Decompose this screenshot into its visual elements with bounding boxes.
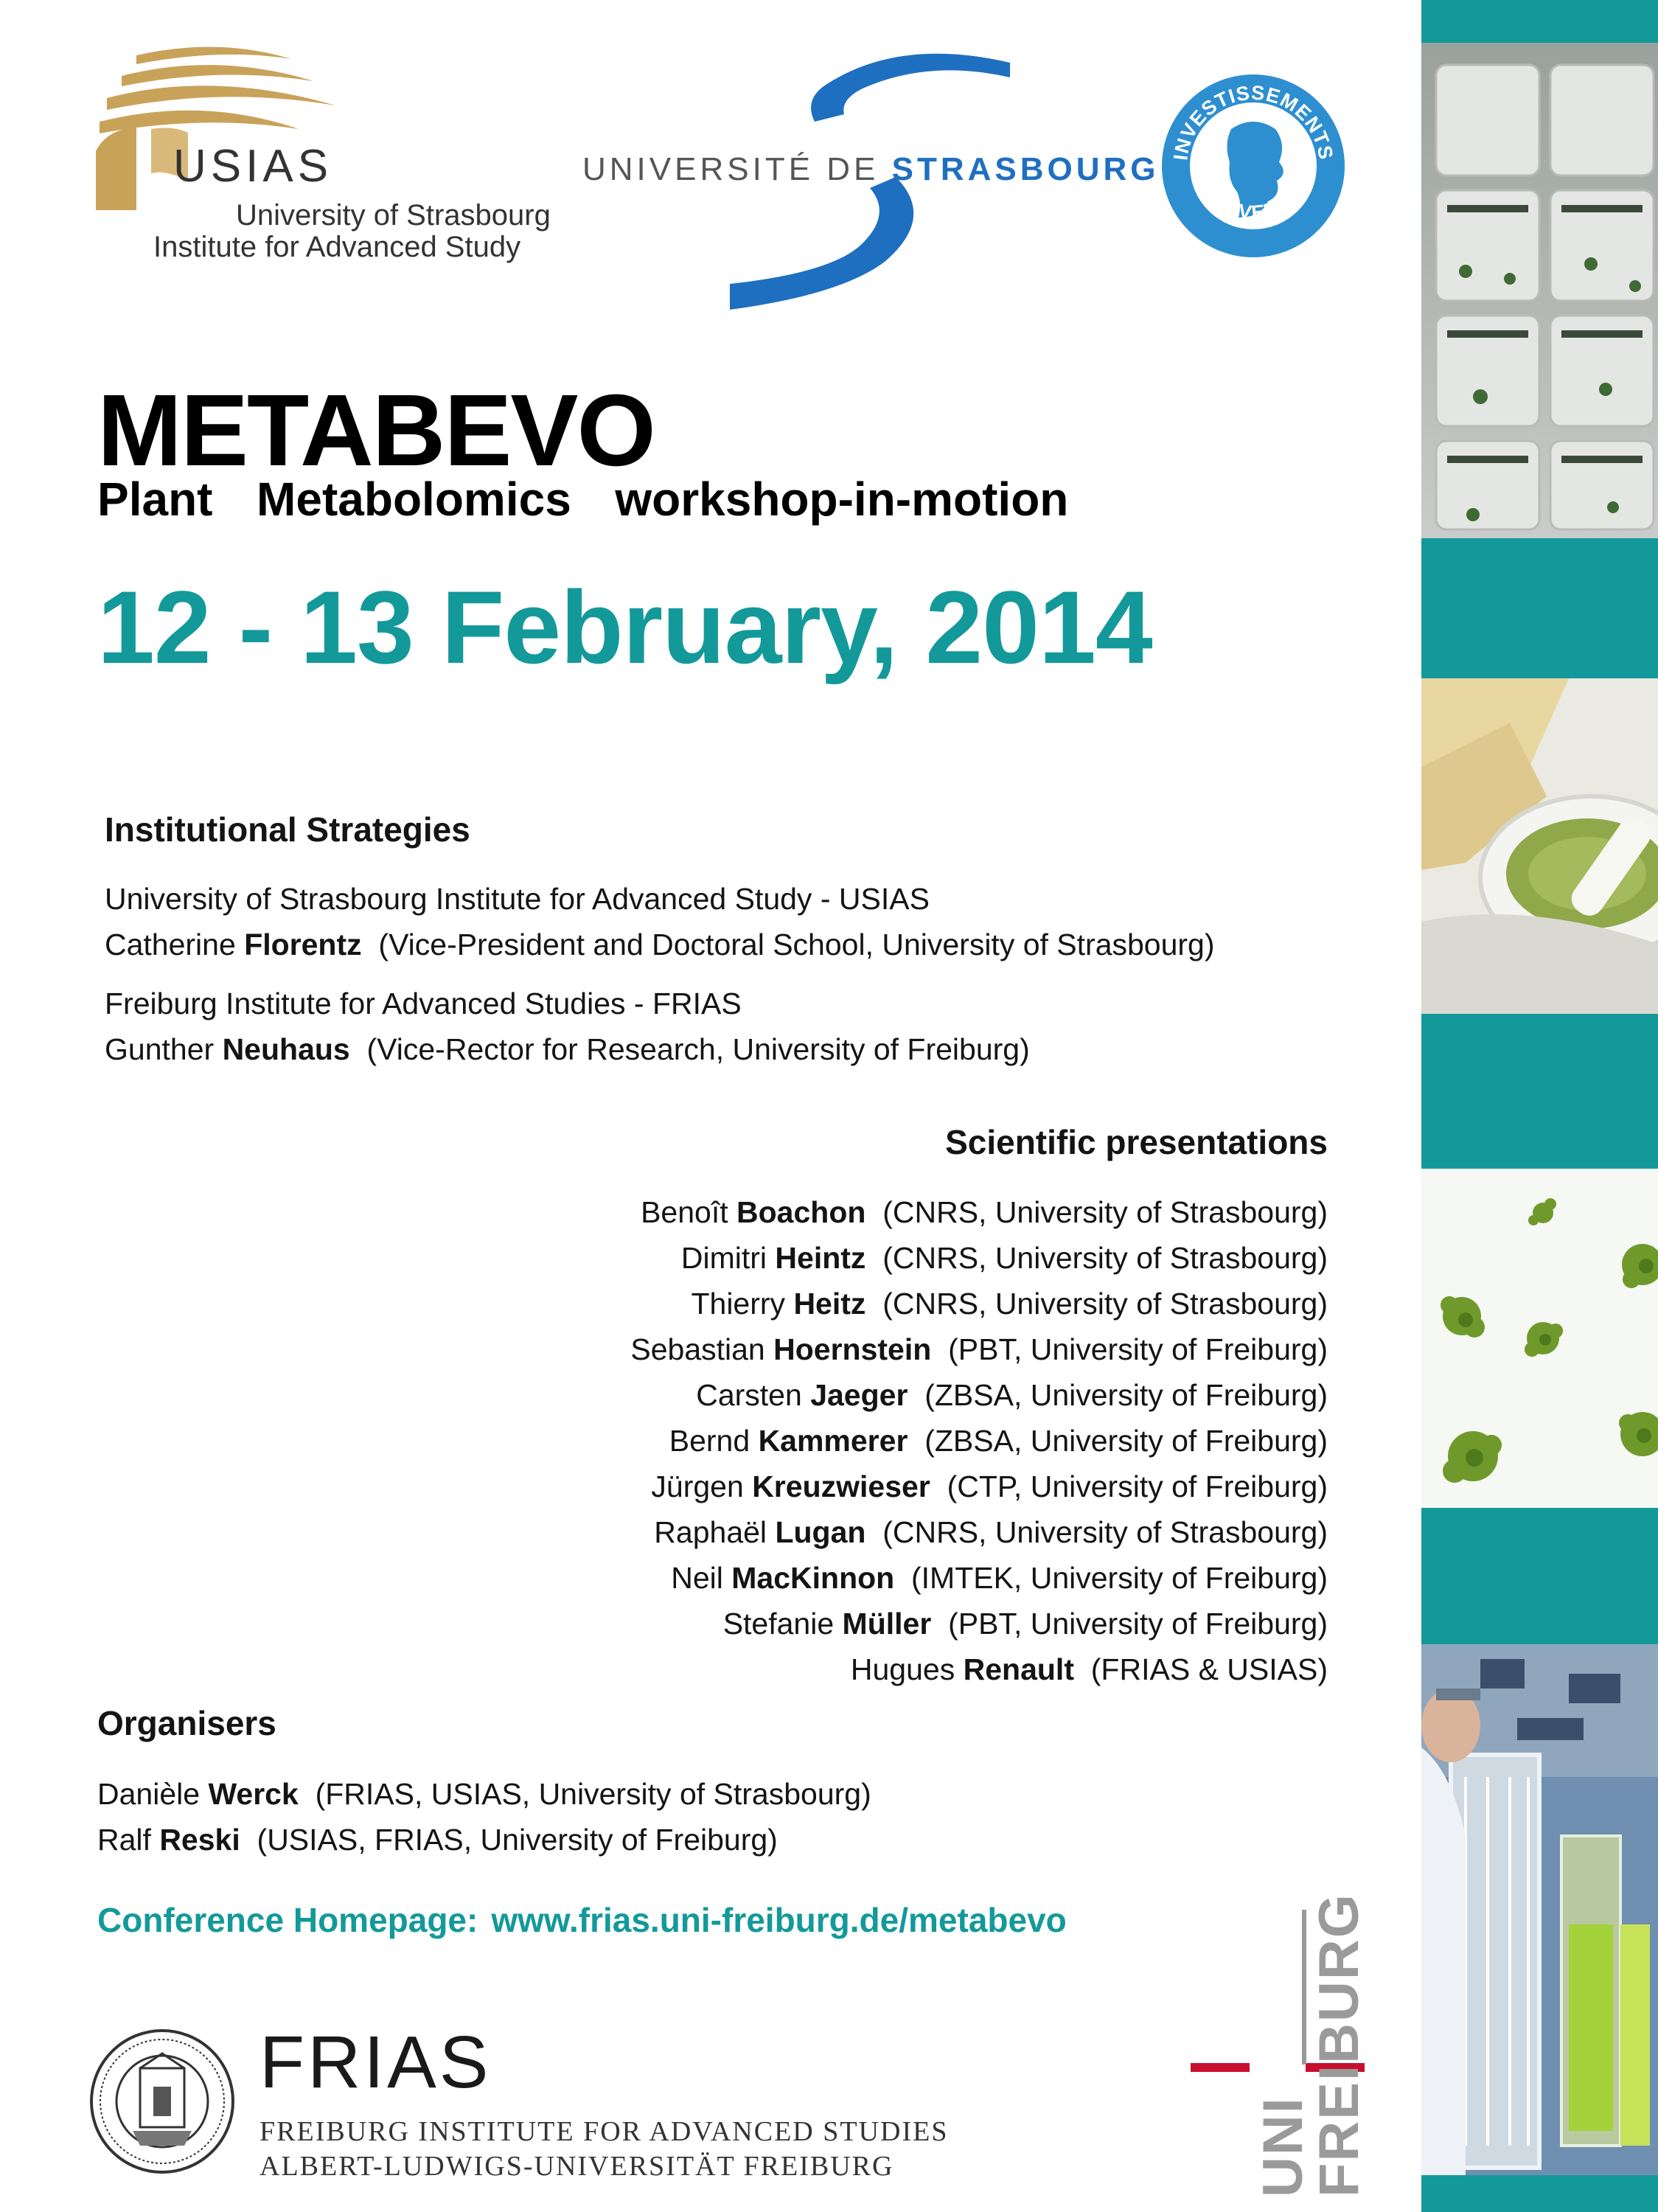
freiburg-red-bar [1191, 2063, 1250, 2072]
freiburg-freiburg-text: FREIBURG [1308, 1893, 1370, 2197]
strasbourg-part2: STRASBOURG [891, 151, 1160, 187]
teal-band [1421, 0, 1658, 43]
institutional-heading: Institutional Strategies [105, 810, 470, 849]
bioreactor-lab-photo [1421, 1644, 1658, 2175]
strasbourg-part1: UNIVERSITÉ DE [582, 151, 879, 187]
frias-line1: FREIBURG INSTITUTE FOR ADVANCED STUDIES [260, 2116, 949, 2147]
usias-logo [92, 41, 571, 276]
institutional-block-usias [105, 876, 1215, 967]
institutional-person: Catherine Florentz (Vice-President and Doctoral School, University of Strasbourg) [105, 928, 1215, 961]
speaker-item: Bernd Kammerer (ZBSA, University of Freiburg) [669, 1424, 1328, 1458]
organiser-item: Ralf Reski (USIAS, FRIAS, University of Freiburg) [97, 1823, 778, 1857]
freiburg-uni-text: UNI [1252, 2096, 1314, 2197]
usias-line1: University of Strasbourg [236, 199, 551, 232]
teal-band [1421, 538, 1658, 678]
petri-dish-photo [1421, 43, 1658, 538]
organiser-item: Danièle Werck (FRIAS, USIAS, University of Strasbourg) [97, 1777, 871, 1811]
seal-bottom-text: D'AVENIR [1204, 184, 1303, 224]
organisers-heading: Organisers [97, 1704, 276, 1742]
speaker-item: Dimitri Heintz (CNRS, University of Strasbourg) [680, 1241, 1328, 1275]
speaker-item: Jürgen Kreuzwieser (CTP, University of Freiburg) [651, 1470, 1328, 1503]
event-title: METABEVO [97, 374, 655, 487]
mortar-pestle-photo [1421, 678, 1658, 1014]
event-date: 12 - 13 February, 2014 [97, 569, 1152, 685]
speaker-item: Neil MacKinnon (IMTEK, University of Freiburg) [671, 1561, 1328, 1595]
investissements-avenir-seal [1157, 70, 1349, 262]
speaker-list [630, 1189, 1328, 1692]
strasbourg-wordmark [582, 151, 1160, 188]
teal-band [1421, 1014, 1658, 1169]
organiser-list [97, 1771, 871, 1863]
speaker-item: Raphaël Lugan (CNRS, University of Strasbourg) [654, 1515, 1328, 1549]
frias-line2: ALBERT-LUDWIGS-UNIVERSITÄT FREIBURG [260, 2151, 894, 2182]
freiburg-university-seal-icon [88, 2028, 236, 2175]
institutional-org: University of Strasbourg Institute for Advanced Study - USIAS [105, 882, 930, 916]
speaker-item: Carsten Jaeger (ZBSA, University of Freiburg) [696, 1378, 1328, 1412]
usias-name: USIAS [173, 141, 333, 192]
freiburg-divider [1302, 1910, 1306, 2065]
teal-band [1421, 1508, 1658, 1644]
photo-strip [1421, 0, 1658, 2212]
scientific-heading: Scientific presentations [945, 1123, 1328, 1161]
institutional-block-frias [105, 981, 1030, 1072]
event-subtitle: Plant Metabolomics workshop-in-motion [97, 473, 1069, 526]
strasbourg-logo [582, 41, 1415, 328]
uni-freiburg-logo [1191, 1893, 1382, 2205]
moss-culture-photo [1421, 1169, 1658, 1508]
speaker-item: Sebastian Hoernstein (PBT, University of Freiburg) [630, 1332, 1328, 1366]
frias-name: FRIAS [260, 2021, 492, 2104]
homepage-label: Conference Homepage: [97, 1901, 478, 1939]
homepage-link[interactable]: www.frias.uni-freiburg.de/metabevo [491, 1901, 1067, 1939]
speaker-item: Hugues Renault (FRIAS & USIAS) [850, 1652, 1328, 1686]
seal-top-text: INVESTISSEMENTS [1169, 81, 1337, 162]
frias-logo [88, 2020, 973, 2197]
institutional-org: Freiburg Institute for Advanced Studies - FRIAS [105, 987, 742, 1020]
speaker-item: Benoît Boachon (CNRS, University of Strasbourg) [641, 1195, 1328, 1229]
usias-line2: Institute for Advanced Study [153, 231, 521, 263]
conference-homepage [97, 1900, 1067, 1940]
institutional-person: Gunther Neuhaus (Vice-Rector for Research, University of Freiburg) [105, 1032, 1030, 1066]
teal-band [1421, 2175, 1658, 2212]
speaker-item: Thierry Heitz (CNRS, University of Strasbourg) [691, 1287, 1328, 1321]
speaker-item: Stefanie Müller (PBT, University of Freiburg) [722, 1607, 1328, 1641]
